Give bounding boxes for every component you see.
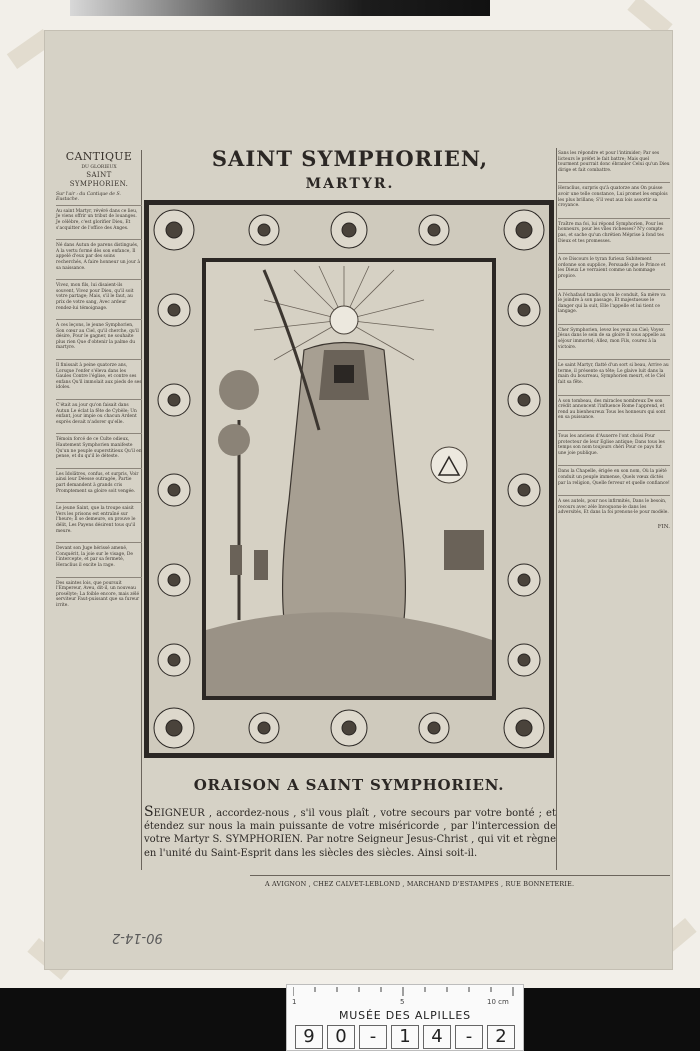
right-column-rule: [556, 148, 557, 870]
cantique-verse: Vivez, mon fils, lui disaient-ils souvent, Vivez pour Dieu, qu'il soit votre partage; Mais, s'il le faut, au prix de votre sang, Avec ardeur rendez-lui témoignage.: [56, 279, 142, 311]
printer-imprint: A AVIGNON , CHEZ CALVET-LEBLOND , MARCHAND D'ESTAMPES , RUE BONNETERIE.: [265, 880, 575, 888]
cantique-verse: Au saint Martyr, révéré dans ce lieu, Je viens offrir un tribut de louanges. Je célèbre, c'est glorifier Dieu, Et s'acquitter de l'office des Anges.: [56, 205, 142, 231]
cantique-column: [56, 150, 142, 616]
cantique-title: CANTIQUE: [65, 150, 133, 163]
cantique-sub1: DU GLORIEUX: [81, 165, 117, 170]
inventory-boxes: [295, 1025, 515, 1049]
scale-bar: [286, 984, 524, 1051]
cantique-verse: Les Idolâtres, confus, et surpris, Voir ainsi leur Déesse outragée, Partie part demandent à grands cris Promptement sa gloire soit vengée.: [56, 468, 142, 494]
cantique-verse: A l'échafaud tandis qu'on le conduit, Sa mère va le joindre à son passage, Et majestueuse le danger qui la suit, Elle l'appelle et lui tient ce langage.: [558, 289, 670, 315]
top-color-strip: [70, 0, 490, 16]
handwritten-inventory-number: 90-14-2: [112, 930, 163, 945]
cantique-verse: Le jeune Saint, que la troupe saisit Vers les prisons est entraîné sur l'heure; Il se demeure, on prouve le délit, Les Payens désirent tous qu'il meure.: [56, 502, 142, 534]
cantique-verse: Né dans Autun de parens distingués, A la vertu formé dès son enfance, Il appelé d'eux par des soins recherchés, A faire honneur un jour à sa naissance.: [56, 239, 142, 271]
cantique-verse: A ces leçons, le jeune Symphorien, Son cœur au Ciel, qu'il cherche, qu'il désire, Pour le gagner, ne souhaite plus rien Que d'obtenir la palme du martyre.: [56, 319, 142, 351]
cantique-verse: C'était au jour qu'on faisait dans Autun Le éclat la fête de Cybèle; Un enfant, jour impie ou chacun Ardent exprès devait n'adorer qu'elle.: [56, 399, 142, 425]
cantique-verse: Le saint Martyr, flatté d'un sort si beau, Arrive au terme, il présente sa tête; Le glaive luit dans la main du bourreau, Symphorien meurt, et le Ciel fait sa fête.: [558, 359, 670, 385]
inventory-digit: 9: [295, 1025, 323, 1049]
oraison-drop-cap: S: [144, 804, 154, 820]
museum-name: MUSÉE DES ALPILLES: [339, 1009, 471, 1022]
inventory-digit: 2: [487, 1025, 515, 1049]
cantique-verse: Des saintes lois, que poursuit l'Empereur, Aveu, dit-il, un nouveau prosélyte; La foible encore, mais zélé serviteur Faut-puissant que sa fureur irrite.: [56, 577, 142, 609]
inventory-digit: 0: [327, 1025, 355, 1049]
oraison-body: EIGNEUR , accordez-nous , s'il vous plaît , votre secours par votre bonté ; et étendez sur nous la main puissante de votre miséricorde , par l'intercession de votre Martyr S. SYMPHORIEN. Par notre Seigneur Jesus-Christ , qui vit et règne en l'unité du Saint-Esprit dans les siècles des siècles. Ainsi soit-il.: [144, 808, 556, 859]
cantique-verse: Traître ma foi, lui répond Symphorien, Pour les honneurs, pour les vîles richesses? N'y compte pas, et sache qu'un chrétien Méprise à fond tes Dieux et tes promesses.: [558, 218, 670, 244]
cantique-air: Sur l'air : du Cantique de S. Eustache.: [56, 191, 121, 203]
cantique-continued-column: [558, 148, 670, 531]
page-title: SAINT SYMPHORIEN,: [211, 146, 489, 171]
scale-tick-1: 1: [292, 998, 297, 1006]
page-subtitle: MARTYR.: [305, 176, 395, 192]
cantique-verse: Devant son Juge hérissé amené, Conquérit, la joie sur le visage, De l'intercepte, et par sa fermeté, Heraclius il excite la rage.: [56, 542, 142, 568]
inventory-digit: -: [455, 1025, 483, 1049]
cantique-verse: Heraclius, surpris qu'à quatorze ans On puisse avoir une telle constance, Lui promet les emplois les plus brillans; S'il veut aux lois assortir sa croyance.: [558, 182, 670, 208]
inventory-digit: 1: [391, 1025, 419, 1049]
oraison-text: [144, 806, 556, 860]
scale-ticks: [293, 987, 517, 996]
cantique-verse: A ses autels, pour nos infirmités, Dans le besoin, recours avec zèle Invoquons-le dans les adversités, Et dans la foi prenons-le pour modèle.: [558, 495, 670, 516]
scale-tick-10: 10 cm: [487, 998, 509, 1006]
fin-label: FIN.: [657, 523, 670, 530]
inventory-digit: 4: [423, 1025, 451, 1049]
cantique-sub2: SAINT SYMPHORIEN.: [69, 170, 129, 188]
cantique-verse: A ce Discours le tyran furieux Subitement ordonne son supplice, Persuadé que le Prince et les Dieux Le verraient comme un hommage propice.: [558, 253, 670, 279]
cantique-verse: Dans la Chapelle, érigée en son nom, Où la piété conduit un peuple immense, Quels vœux dictés par la religion, Quelle ferveur et quelle confiance!: [558, 465, 670, 486]
cantique-verse: Cher Symphorien, levez les yeux au Ciel; Voyez Jésus dans le sein de sa gloire Il vous appelle au séjour immortel; Allez, mon Fils, courez à la victoire.: [558, 324, 670, 350]
scale-tick-5: 5: [400, 998, 405, 1006]
oraison-title: ORAISON A SAINT SYMPHORIEN.: [193, 776, 505, 794]
cantique-verse: Tous les anciens d'Auxerre l'ont choisi Pour protecteur de leur Eglise antique; Dans tous les temps son nom toujours chéri Pour ce pays fut une joie publique.: [558, 430, 670, 456]
woodcut-illustration: [144, 200, 554, 758]
cantique-verse: Témoin forcé de ce Culte odieux, Hautement Symphorien manifeste Qu'un ne peuple superstitieux Qu'il en pense, et du qu'il le déteste.: [56, 433, 142, 459]
cantique-verse: Il finissait à peine quatorze ans, Lorsque l'enfer s'éleva dans les Gaules Contre l'église, et contre ses enfans Qu'il immolait aux pieds de ses idoles.: [56, 359, 142, 391]
inventory-digit: -: [359, 1025, 387, 1049]
cantique-verse: Sans les répondre et pour l'intimider; Par ses licteurs le préfet le fait battre; Mais quel tourment pourrait donc ébranler Celui qu'un Dieu dirige et fait combattre.: [558, 151, 670, 173]
cantique-verse: A son tombeau, des miracles nombreux De son crédit annoncent l'influence Rome l'apprend, et rend au bienheureux Tous les honneurs qui sont en sa puissance.: [558, 395, 670, 421]
imprint-rule: [250, 875, 670, 876]
